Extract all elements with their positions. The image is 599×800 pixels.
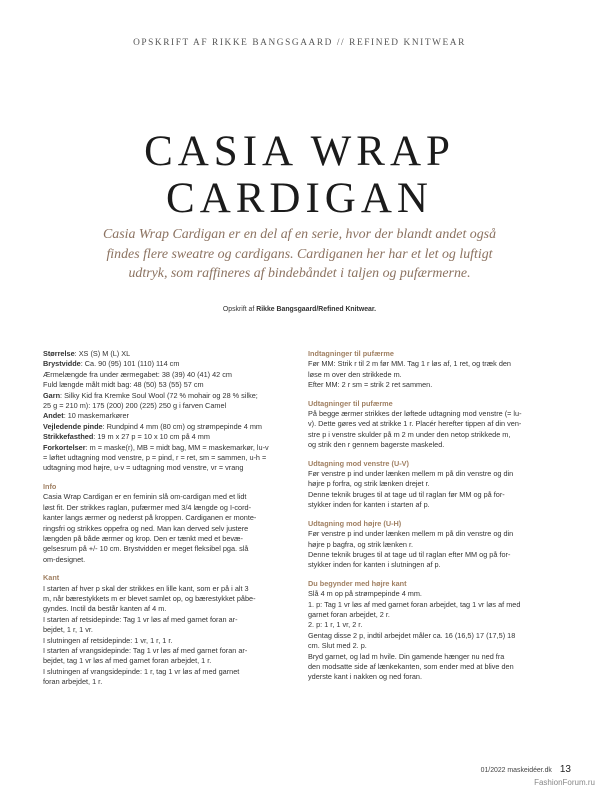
spec-line: Vejledende pinde: Rundpind 4 mm (80 cm) og strømpepinde 4 mm	[43, 421, 262, 431]
body-line: bejdet, 1 r, 1 vr.	[43, 625, 93, 635]
body-line: løst fit. Der strikkes raglan, pufærmer med 3/4 længde og I-cord-	[43, 502, 252, 512]
page-footer	[481, 764, 571, 775]
section-udtagning-hoejre	[308, 519, 566, 571]
body-line: Efter MM: 2 r sm = strik 2 ret sammen.	[308, 380, 433, 390]
section-heading: Udtagning mod venstre (U-V)	[308, 458, 409, 468]
body-line: I starten af retsidepinde: Tag 1 vr løs af med garnet foran ar-	[43, 614, 238, 624]
body-line: I slutningen af retsidepinde: 1 vr, 1 r, 1 r.	[43, 635, 173, 645]
body-line: 1. p: Tag 1 vr løs af med garnet foran arbejdet, tag 1 vr løs af med	[308, 599, 521, 609]
body-line: Før venstre p ind under lænken mellem m på din venstre og din	[308, 529, 514, 539]
intro-text	[70, 225, 529, 284]
credit-line	[0, 306, 599, 313]
page-number: 13	[559, 764, 571, 775]
body-line: om-designet.	[43, 554, 86, 564]
body-line: stre p i venstre skulder på m 2 m under den netop strikkede m,	[308, 429, 511, 439]
left-column	[43, 349, 297, 688]
body-line: Før MM: Strik r til 2 m før MM. Tag 1 r løs af, 1 ret, og træk den	[308, 359, 511, 369]
title-line-1: CASIA WRAP	[144, 128, 455, 175]
intro-line: findes flere sweatre og cardigans. Cardiganen her har et let og luftigt	[106, 246, 493, 262]
body-line: stykker inden for kanten i starten af p.	[308, 500, 430, 510]
spec-line: Brystvidde: Ca. 90 (95) 101 (110) 114 cm	[43, 359, 180, 369]
issue-and-site: 01/2022 maskeidéer.dk	[480, 767, 552, 774]
body-line: løse m over den strikkede m.	[308, 369, 402, 379]
body-line: kanter langs ærmer og nederst på kroppen. Cardiganen er monte-	[43, 513, 257, 523]
spec-line: Ærmelængde fra under ærmegabet: 38 (39) 40 (41) 42 cm	[43, 369, 232, 379]
body-line: ringsfri og strikkes oppefra og ned. Man kan derved selv justere	[43, 523, 249, 533]
body-line: foran arbejdet, 1 r.	[43, 677, 103, 687]
spec-line: 25 g = 210 m): 175 (200) 200 (225) 250 g i farven Camel	[43, 401, 227, 411]
body-line: Gentag disse 2 p, indtil arbejdet måler ca. 16 (16,5) 17 (17,5) 18	[308, 630, 516, 640]
section-heading: Kant	[43, 573, 60, 583]
body-line: Denne teknik bruges til at tage ud til raglan efter MM og på for-	[308, 549, 511, 559]
body-line: Casia Wrap Cardigan er en feminin slå om-cardigan med et lidt	[43, 492, 247, 502]
spec-line: Forkortelser: m = maske(r), MB = midt bag, MM = maskemarkør, lu-v	[43, 442, 269, 452]
credit-name: Rikke Bangsgaard/Refined Knitwear.	[256, 306, 377, 313]
body-line: I starten af hver p skal der strikkes en lille kant, som er på i alt 3	[43, 583, 249, 593]
body-line: højre p bagfra, og strik lænken r.	[308, 539, 414, 549]
body-line: yderste kant i nakken og ned foran.	[308, 672, 422, 682]
body-line: bejdet, tag 1 vr løs af med garnet foran arbejdet, 1 r.	[43, 656, 212, 666]
body-line: gyndes. Inctil da består kanten af 4 m.	[43, 604, 167, 614]
body-line: Før venstre p ind under lænken mellem m på din venstre og din	[308, 469, 514, 479]
section-heading: Udtagninger til pufærme	[308, 398, 393, 408]
section-info	[43, 482, 297, 565]
body-line: I starten af vrangsidepinde: Tag 1 vr løs af med garnet foran ar-	[43, 645, 248, 655]
section-indtagninger	[308, 349, 566, 391]
section-heading: Indtagninger til pufærme	[308, 349, 394, 358]
body-line: I slutningen af vrangsidepinde: 1 r, tag 1 vr løs af med garnet	[43, 666, 240, 676]
body-line: cm. Slut med 2. p.	[308, 641, 367, 651]
credit-prefix: Opskrift af	[222, 306, 257, 313]
body-line: gelsesrum på +/- 10 cm. Brystvidden er meget fleksibel pga. slå	[43, 544, 249, 554]
section-heading: Info	[43, 481, 57, 491]
watermark-text: FashionForum.ru	[534, 778, 595, 787]
specs-list	[43, 349, 297, 474]
spec-line: udtagning mod højre, u-v = udtagning mod venstre, vr = vrang	[43, 463, 244, 473]
spec-line: Fuld længde målt midt bag: 48 (50) 53 (55) 57 cm	[43, 380, 204, 390]
spec-line: Størrelse: XS (S) M (L) XL	[43, 349, 131, 358]
body-line: stykker inden for kanten i slutningen af p.	[308, 560, 441, 570]
body-line: længden på både ærmer og krop. Den er tænkt med et bevæ-	[43, 533, 243, 543]
intro-line: udtryk, som raffineres af bindebåndet i taljen og pufærmerne.	[128, 266, 471, 281]
body-line: v). Dette gøres ved at strikke 1 r. Placér herefter tippen af din ven-	[308, 419, 522, 429]
body-line: den modsatte side af lænkekanten, som ender med at blive den	[308, 661, 514, 671]
body-line: m, når bærestykkets m er blevet samlet op, og bærestykket påbe-	[43, 593, 256, 603]
spec-line: Strikkefasthed: 19 m x 27 p = 10 x 10 cm på 4 mm	[43, 432, 210, 442]
body-line: Denne teknik bruges til at tage ud til raglan før MM og på for-	[308, 489, 505, 499]
section-udtagning-venstre	[308, 459, 566, 511]
body-line: og strik den r gennem bagerste maskeled.	[308, 440, 445, 450]
body-line: 2. p: 1 r, 1 vr, 2 r.	[308, 620, 363, 630]
spec-line: Garn: Silky Kid fra Kremke Soul Wool (72 % mohair og 28 % silke;	[43, 390, 258, 400]
section-kant	[43, 573, 297, 687]
body-line: højre p forfra, og strik lænken drejet r.	[308, 479, 430, 489]
spec-line: = løftet udtagning mod venstre, p = pind, r = ret, sm = sammen, u-h =	[43, 453, 267, 463]
article-title	[0, 128, 599, 222]
body-line: garnet foran arbejdet, 2 r.	[308, 609, 390, 619]
section-udtagninger-pufaerme	[308, 399, 566, 451]
section-hoejre-kant	[308, 579, 566, 683]
spec-line: Andet: 10 maskemarkører	[43, 411, 129, 421]
title-line-2: CARDIGAN	[166, 175, 433, 222]
intro-line: Casia Wrap Cardigan er en del af en serie, hvor der blandt andet også	[102, 227, 497, 242]
body-line: Slå 4 m op på strømpepinde 4 mm.	[308, 589, 422, 599]
running-header: OPSKRIFT AF RIKKE BANGSGAARD // REFINED KNITWEAR	[133, 38, 466, 48]
right-column	[308, 349, 566, 683]
section-heading: Du begynder med højre kant	[308, 578, 407, 588]
body-line: På begge ærmer strikkes der løftede udtagning mod venstre (= lu-	[308, 409, 522, 419]
section-heading: Udtagning mod højre (U-H)	[308, 518, 402, 528]
body-line: Bryd garnet, og lad m hvile. Din gamende hænger nu ned fra	[308, 651, 505, 661]
